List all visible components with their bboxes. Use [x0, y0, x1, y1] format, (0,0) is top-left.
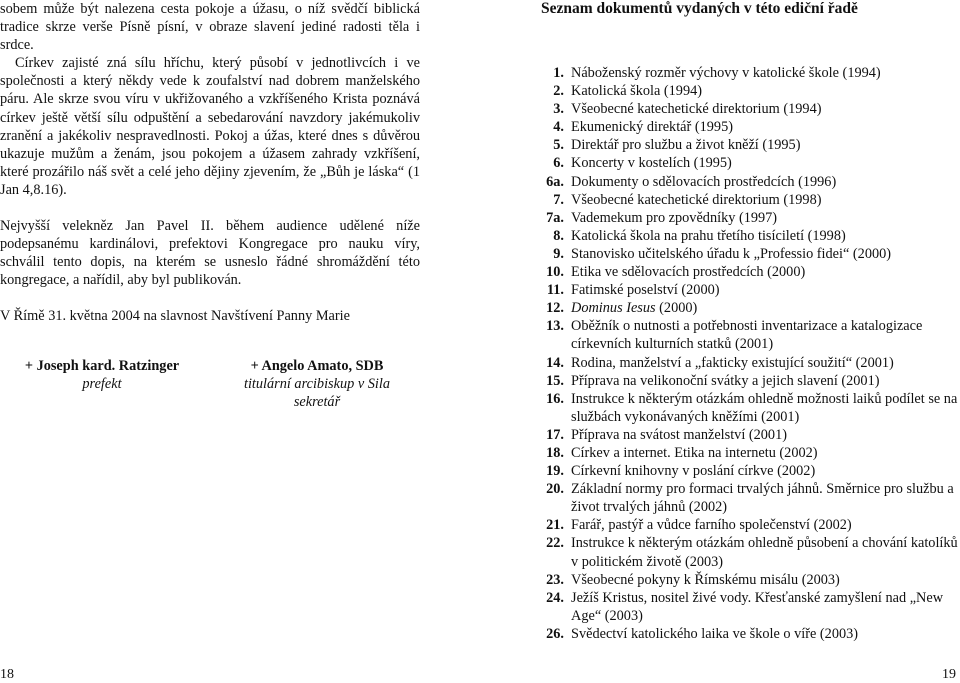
list-item-number: 2. [553, 83, 564, 100]
page-number-left: 18 [0, 667, 14, 682]
list-item-number: 14. [546, 354, 564, 371]
list-item [541, 480, 960, 516]
list-item [541, 281, 960, 299]
list-item [541, 100, 960, 118]
list-item-text: Ježíš Kristus, nositel živé vody. Křesťanské zamyšlení nad „New Age“ (2003) [571, 589, 944, 624]
list-item [541, 534, 960, 570]
list-item-text: Církevní knihovny v poslání církve (2002) [571, 463, 816, 480]
list-item [541, 354, 960, 372]
list-item-text: Všeobecné pokyny k Římskému misálu (2003) [571, 571, 840, 588]
list-item-text: Základní normy pro formaci trvalých jáhnů. Směrnice pro službu a život trvalých jáhnů (2002) [571, 481, 954, 516]
list-item [541, 426, 960, 444]
list-item-text: Katolická škola (1994) [571, 83, 703, 100]
list-item [541, 64, 960, 82]
list-item [541, 516, 960, 534]
list-item [541, 444, 960, 462]
list-item-number: 7a. [546, 209, 564, 226]
document-list-title: Seznam dokumentů vydaných v této ediční řadě [541, 0, 858, 17]
list-item [541, 173, 960, 191]
list-item-text: Fatimské poselství (2000) [571, 282, 720, 299]
paragraph-2: Církev zajisté zná sílu hříchu, který působí v jednotlivcích i ve společnosti a který někdy vede k zoufalství nad dobrem manželského páru. Ale skrze svou víru v ukřižovaného a vzkříšeného Krista poznává církev ještě větší sílu odpuštění a sebedarování navzdory jakémukoliv zranění a jakékoliv nespravedlnosti. Pokoj a úžas, které dnes s důvěrou ukazuje mužům a ženám, jsou pokojem a úžasem zahrady vzkříšení, které prozářilo náš svět a celé jeho dějiny zjevením, že „Bůh je láska“ (1 Jan 4,8.16). [0, 55, 420, 198]
list-item [541, 227, 960, 245]
list-item-number: 6a. [546, 173, 564, 190]
list-item-number: 15. [546, 372, 564, 389]
list-item-text: Katolická škola na prahu třetího tisíciletí (1998) [571, 227, 846, 244]
list-item-number: 20. [546, 481, 564, 498]
list-item-number: 23. [546, 571, 564, 588]
list-item-number: 18. [546, 444, 564, 461]
list-item-text: Všeobecné katechetické direktorium (1998) [571, 191, 822, 208]
list-item-text: Instrukce k některým otázkám ohledně možnosti laiků podílet se na službách vykonávaných kněžími (2001) [571, 390, 958, 425]
list-item [541, 209, 960, 227]
right-page [541, 0, 960, 642]
document-list [541, 64, 960, 643]
list-item-number: 11. [546, 282, 564, 299]
list-item [541, 245, 960, 263]
list-item [541, 372, 960, 390]
list-item-number: 6. [553, 155, 564, 172]
signature-role: titulární arcibiskup v Sila [243, 376, 390, 393]
signature-prefect [12, 357, 192, 393]
list-item-text: Oběžník o nutnosti a potřebnosti inventarizace a katalogizace církevních kulturních statků (2001) [571, 318, 923, 353]
list-item-number: 24. [546, 589, 564, 606]
list-item [541, 589, 960, 625]
list-item-text: Instrukce k některým otázkám ohledně působení a chování katolíků v politickém životě (2003) [571, 535, 958, 570]
list-item-number: 19. [546, 463, 564, 480]
list-item-number: 21. [546, 517, 564, 534]
signature-secretary [232, 357, 402, 411]
list-item-number: 22. [546, 535, 564, 552]
list-item-text: Všeobecné katechetické direktorium (1994) [571, 101, 822, 118]
signature-role-secondary: sekretář [293, 394, 341, 411]
list-item-number: 26. [546, 625, 564, 642]
list-item-text: Farář, pastýř a vůdce farního společenství (2002) [571, 517, 852, 534]
list-item-text: Ekumenický direktář (1995) [571, 119, 733, 136]
paragraph-3: Nejvyšší velekněz Jan Pavel II. během audience udělené níže podepsanému kardinálovi, prefektovi Kongregace pro nauku víry, schválil tento dopis, na kterém se usneslo řádné shromáždění této kongregace, a nařídil, aby byl publikován. [0, 218, 420, 289]
list-item-number: 17. [546, 426, 564, 443]
list-item [541, 136, 960, 154]
list-item-text: Rodina, manželství a „fakticky existující soužití“ (2001) [571, 354, 894, 371]
list-item [541, 317, 960, 353]
paragraph-1: sobem může být nalezena cesta pokoje a úžasu, o níž svědčí biblická tradice skrze verše Písně písní, v obraze slavení jediné radosti těla i srdce. [0, 1, 420, 54]
list-item [541, 82, 960, 100]
list-item-text: Církev a internet. Etika na internetu (2002) [571, 444, 818, 461]
place-date-line: V Římě 31. května 2004 na slavnost Navštívení Panny Marie [0, 308, 350, 325]
list-item [541, 263, 960, 281]
list-item-number: 9. [553, 245, 564, 262]
list-item-text: Etika ve sdělovacích prostředcích (2000) [571, 264, 806, 281]
list-item-number: 8. [553, 227, 564, 244]
list-item-number: 10. [546, 264, 564, 281]
list-item [541, 462, 960, 480]
list-item-text: Svědectví katolického laika ve škole o víře (2003) [571, 625, 859, 642]
list-item-text: Příprava na velikonoční svátky a jejich slavení (2001) [571, 372, 880, 389]
list-item-text: Dokumenty o sdělovacích prostředcích (1996) [571, 173, 837, 190]
list-item [541, 390, 960, 426]
signature-role: prefekt [82, 376, 122, 393]
list-item-number: 5. [553, 137, 564, 154]
list-item-number: 12. [546, 300, 564, 317]
list-item-number: 13. [546, 318, 564, 335]
list-item-text: Direktář pro službu a život kněží (1995) [571, 137, 801, 154]
list-item-text: Náboženský rozměr výchovy v katolické škole (1994) [571, 65, 881, 81]
list-item-number: 3. [553, 101, 564, 118]
list-item [541, 118, 960, 136]
list-item-number: 1. [553, 65, 564, 81]
list-item-number: 16. [546, 390, 564, 407]
list-item [541, 154, 960, 172]
page-number-right: 19 [942, 667, 956, 682]
list-item-number: 7. [553, 191, 564, 208]
list-item-text: Vademekum pro zpovědníky (1997) [571, 209, 778, 226]
signature-name: + Joseph kard. Ratzinger [24, 358, 180, 374]
list-item-text: Koncerty v kostelích (1995) [571, 155, 732, 172]
list-item-text: Dominus Iesus (2000) [571, 300, 698, 317]
list-item [541, 299, 960, 317]
list-item-number: 4. [553, 119, 564, 136]
signature-name: + Angelo Amato, SDB [250, 358, 384, 374]
left-page [0, 0, 420, 326]
list-item [541, 571, 960, 589]
list-item-text: Příprava na svátost manželství (2001) [571, 426, 787, 443]
list-item [541, 191, 960, 209]
list-item [541, 625, 960, 643]
list-item-text: Stanovisko učitelského úřadu k „Professio fidei“ (2000) [571, 245, 892, 262]
